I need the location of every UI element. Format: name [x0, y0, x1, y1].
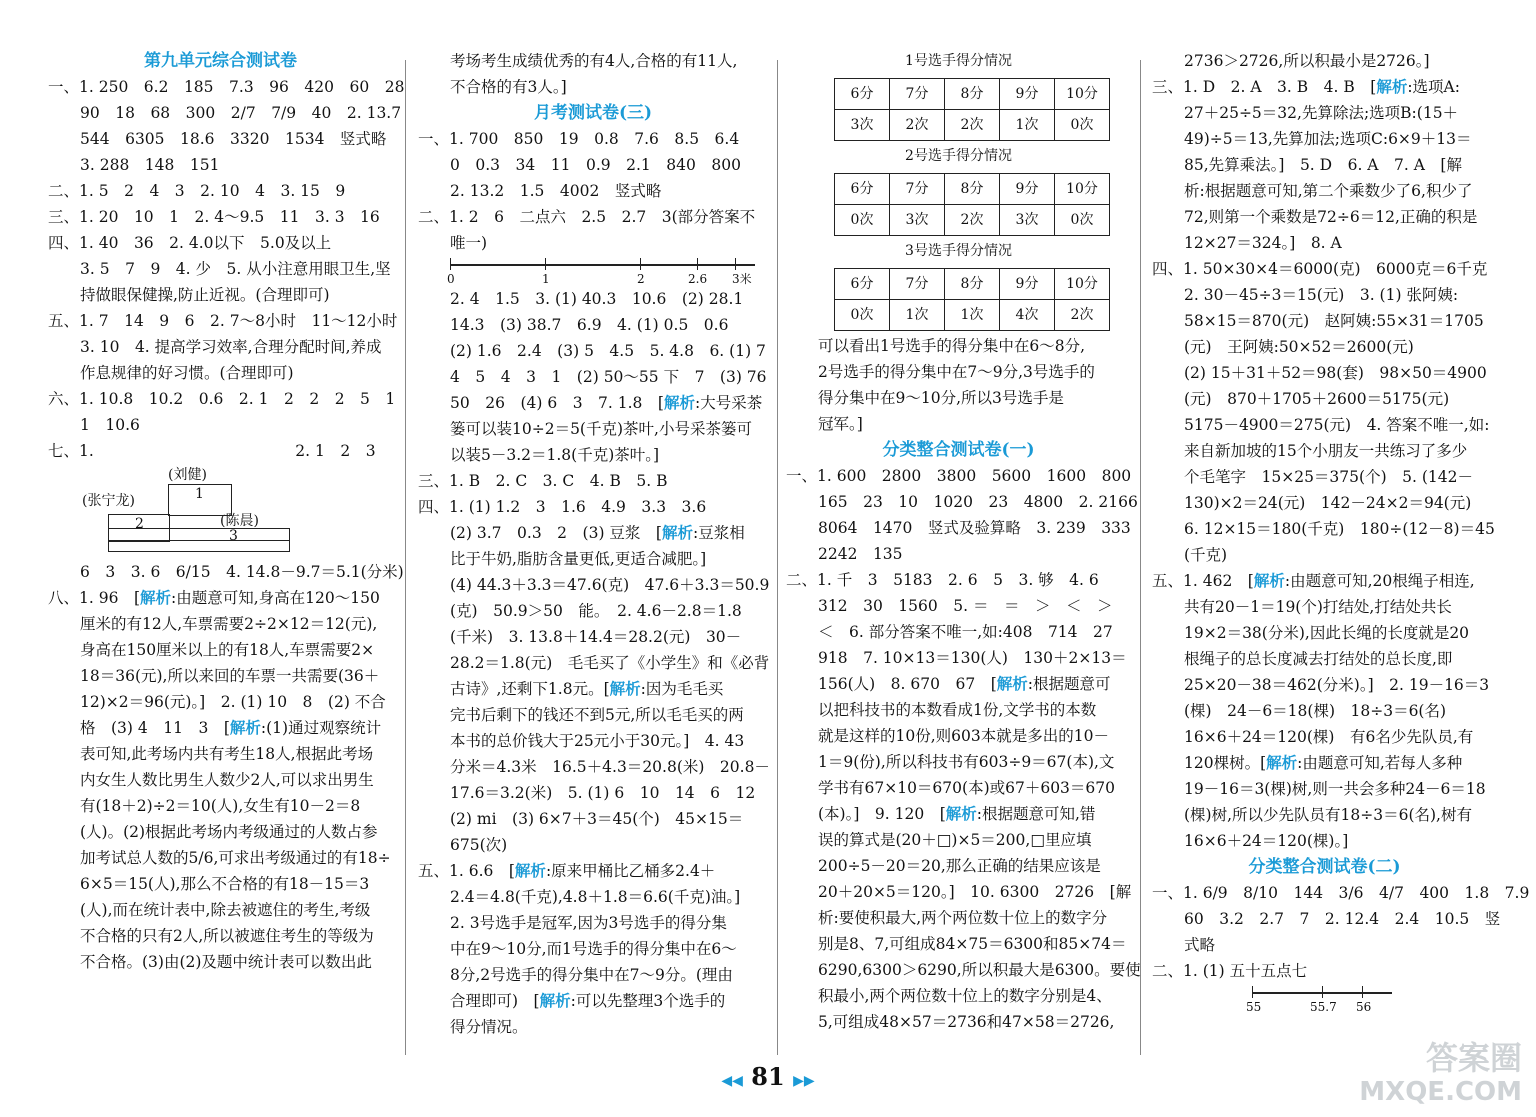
- answer-line: 考场考生成绩优秀的有4人,合格的有11人,: [450, 52, 738, 70]
- answer-line: (元) 870＋1705＋2600＝5175(元): [1184, 390, 1450, 408]
- answer-line: 58×15＝870(元) 赵阿姨:55×31＝1705: [1184, 312, 1484, 330]
- answer-line: 6290,6300＞6290,所以积最大是6300。要使: [818, 961, 1141, 979]
- answer-line: 篓可以装10÷2＝5(千克)茶叶,小号采茶篓可: [450, 420, 752, 438]
- answer-line: 17.6＝3.2(米) 5. (1) 6 10 14 6 12: [450, 784, 756, 802]
- answer-block: [1152, 48, 1497, 854]
- answer-line: 2242 135: [818, 545, 903, 563]
- answer-line: 一、1. 6/9 8/10 144 3/6 4/7 400 1.8 7.9: [1152, 884, 1530, 902]
- answer-line: 可以看出1号选手的得分集中在6～8分,: [818, 337, 1086, 355]
- answer-line: 四、1. 50×30×4＝6000(克) 6000克＝6千克: [1152, 260, 1488, 278]
- answer-line: 不合格的有3人。]: [450, 78, 567, 96]
- answer-line: 25×20－38＝462(分米)。] 2. 19－16＝3: [1184, 676, 1490, 694]
- analysis-tag: 解析: [996, 674, 1028, 693]
- answer-line: 身高在150厘米以上的有18人,车票需要2×: [80, 641, 375, 659]
- table-cell: 1次: [890, 300, 945, 331]
- answer-line: 12)×2＝96(元)。] 2. (1) 10 8 (2) 不合: [80, 693, 386, 711]
- box-3: 3: [108, 528, 290, 552]
- score-table: [834, 78, 1110, 141]
- answer-line: 一、1. 700 850 19 0.8 7.6 8.5 6.4: [418, 130, 740, 148]
- answer-line: 五、1. 6.6 [解析:原来甲桶比乙桶多2.4＋: [418, 861, 716, 880]
- table-title: 3号选手得分情况: [905, 243, 1012, 259]
- answer-line: 误的算式是(20＋□)×5＝200,□里应填: [818, 831, 1092, 849]
- number-line: 0 1 2 2.6 3米: [450, 256, 760, 286]
- watermark: 答案圈 MXQE.COM: [1359, 1039, 1522, 1107]
- answer-line: 作息规律的好习惯。(合理即可): [80, 364, 294, 382]
- answer-line: 5175－4900＝275(元) 4. 答案不唯一,如:: [1184, 416, 1490, 434]
- analysis-tag: 解析: [140, 588, 172, 607]
- column-divider: [777, 60, 778, 1055]
- analysis-tag: 解析: [1253, 571, 1285, 590]
- table-cell: 0次: [1055, 205, 1110, 236]
- answer-line: 2号选手的得分集中在7～9分,3号选手的: [818, 363, 1095, 381]
- answer-line: 2.4＝4.8(千克),4.8＋1.8＝6.6(千克)油。]: [450, 888, 741, 906]
- answer-line: 得分集中在9～10分,所以3号选手是: [818, 389, 1064, 407]
- section-title: 第九单元综合测试卷: [144, 51, 297, 71]
- answer-line: 一、1. 250 6.2 185 7.3 96 420 60 28: [48, 78, 405, 96]
- answer-line: 别是8、7,可组成84×75＝6300和85×74＝: [818, 935, 1127, 953]
- answer-line: 675(次): [450, 836, 508, 854]
- answer-line: 八、1. 96 [解析:由题意可知,身高在120～150: [48, 588, 380, 607]
- answer-line: 合理即可) [解析:可以先整理3个选手的: [450, 991, 726, 1010]
- column-divider: [1140, 60, 1141, 1055]
- answer-line: 2. 3号选手是冠军,因为3号选手的得分集: [450, 914, 727, 932]
- table-cell: 1次: [945, 300, 1000, 331]
- answer-line: 二、1. 2 6 二点六 2.5 2.7 3(部分答案不: [418, 208, 756, 226]
- next-arrow-icon: ▶▶: [793, 1073, 815, 1089]
- box-1: 1: [168, 484, 232, 516]
- answer-line: 14.3 (3) 38.7 6.9 4. (1) 0.5 0.6: [450, 316, 729, 334]
- pyramid-diagram: [80, 464, 270, 559]
- analysis-tag: 解析: [514, 861, 546, 880]
- answer-line: 5,可组成48×57＝2736和47×58＝2726,: [818, 1013, 1115, 1031]
- table-cell: 3次: [890, 205, 945, 236]
- answer-block: [418, 126, 768, 256]
- table-cell: 6分: [835, 174, 890, 205]
- answer-block: [418, 286, 768, 1040]
- answer-line: 918 7. 10×13＝130(人) 130＋2×13＝: [818, 649, 1127, 667]
- answer-block: [786, 333, 1131, 437]
- section-title: 分类整合测试卷(一): [882, 440, 1035, 460]
- answer-line: 就是这样的10份,则603本就是多出的10－: [818, 727, 1109, 745]
- answer-line: 根绳子的总长度减去打结处的总长度,即: [1184, 650, 1453, 668]
- answer-line: 学书有67×10＝670(本)或67＋603＝670: [818, 779, 1116, 797]
- table-cell: 2次: [945, 205, 1000, 236]
- answer-line: 312 30 1560 5. ＝ ＝ ＞ ＜ ＞: [818, 597, 1113, 615]
- column-3: [786, 48, 1141, 1035]
- answer-line: 二、1. 5 2 4 3 2. 10 4 3. 15 9: [48, 182, 346, 200]
- answer-line: (2) mi (3) 6×7＋3＝45(个) 45×15＝: [450, 810, 744, 828]
- label-left: (张宁龙): [82, 493, 135, 509]
- label-top: (刘健): [168, 467, 207, 483]
- answer-line: 个毛笔字 15×25＝375(个) 5. (142－: [1184, 468, 1473, 486]
- answer-line: 析:根据题意可知,第二个乘数少了6,积少了: [1184, 182, 1473, 200]
- answer-line: 3. 10 4. 提高学习效率,合理分配时间,养成: [80, 338, 382, 356]
- section-title: 月考测试卷(三): [533, 103, 653, 123]
- answer-line: 七、1. 2. 1 2 3: [48, 442, 376, 460]
- answer-line: 六、1. 10.8 10.2 0.6 2. 1 2 2 2 5 1: [48, 390, 396, 408]
- answer-line: 以装5－3.2＝1.8(千克)茶叶。]: [450, 446, 660, 464]
- answer-line: 18＝36(元),所以来回的车票一共需要(36＋: [80, 667, 380, 685]
- answer-line: 1＝9(份),所以科技书有603÷9＝67(本),文: [818, 753, 1115, 771]
- column-2: [418, 48, 768, 1040]
- table-cell: 2次: [890, 110, 945, 141]
- table-cell: 2次: [945, 110, 1000, 141]
- answer-line: 2. 4 1.5 3. (1) 40.3 10.6 (2) 28.1: [450, 290, 744, 308]
- answer-line: 16×6＋24＝120(棵) 有6名少先队员,有: [1184, 728, 1474, 746]
- answer-line: 比于牛奶,脂肪含量更低,更适合减肥。]: [450, 550, 707, 568]
- answer-line: 完书后剩下的钱还不到5元,所以毛毛买的两: [450, 706, 744, 724]
- answer-line: 加考试总人数的5/6,可求出考级通过的有18÷: [80, 849, 391, 867]
- table-cell: 4次: [1000, 300, 1055, 331]
- table-cell: 2次: [1055, 300, 1110, 331]
- answer-line: 二、1. 千 3 5183 2. 6 5 3. 够 4. 6: [786, 571, 1099, 589]
- answer-line: 49)÷5＝13,先算加法;选项C:6×9＋13＝: [1184, 130, 1472, 148]
- answer-line: 不合格的只有2人,所以被遮住考生的等级为: [80, 927, 374, 945]
- answer-line: 85,先算乘法。] 5. D 6. A 7. A [解: [1184, 156, 1462, 174]
- score-table: [834, 173, 1110, 236]
- answer-line: (千米) 3. 13.8＋14.4＝28.2(元) 30－: [450, 628, 742, 646]
- answer-line: (2) 1.6 2.4 (3) 5 4.5 5. 4.8 6. (1) 7: [450, 342, 766, 360]
- answer-line: ＜ 6. 部分答案不唯一,如:408 714 27: [818, 623, 1113, 641]
- answer-line: 二、1. (1) 五十五点七: [1152, 962, 1308, 980]
- answer-line: 四、1. (1) 1.2 3 1.6 4.9 3.3 3.6: [418, 498, 707, 516]
- answer-line: 1 10.6: [80, 416, 140, 434]
- answer-line: 60 3.2 2.7 7 2. 12.4 2.4 10.5 竖: [1184, 910, 1501, 928]
- answer-line: 6×5＝15(人),那么不合格的有18－15＝3: [80, 875, 370, 893]
- answer-line: 2. 13.2 1.5 4002 竖式略: [450, 182, 662, 200]
- column-4: [1152, 48, 1530, 1014]
- table-cell: 10分: [1055, 79, 1110, 110]
- number-line: 55 55.7 56: [1252, 984, 1402, 1014]
- answer-line: 积最小,两个两位数十位上的数字分别是4、: [818, 987, 1112, 1005]
- answer-line: 0 0.3 34 11 0.9 2.1 840 800: [450, 156, 741, 174]
- answer-line: 6. 12×15＝180(千克) 180÷(12－8)＝45: [1184, 520, 1495, 538]
- answer-line: 持做眼保健操,防止近视。(合理即可): [80, 286, 330, 304]
- table-cell: 9分: [1000, 79, 1055, 110]
- table-cell: 6分: [835, 269, 890, 300]
- answer-line: (千克): [1184, 546, 1228, 564]
- table-cell: 8分: [945, 269, 1000, 300]
- table-cell: 0次: [835, 205, 890, 236]
- table-cell: 7分: [890, 269, 945, 300]
- column-divider: [405, 60, 406, 1055]
- page-number: ◀◀ 81 ▶▶: [721, 1062, 815, 1091]
- answer-line: 三、1. B 2. C 3. C 4. B 5. B: [418, 472, 668, 490]
- answer-line: 19－16＝3(棵)树,则一共会多种24－6＝18: [1184, 780, 1486, 798]
- answer-line: 内女生人数比男生人数少2人,可以求出男生: [80, 771, 374, 789]
- answer-block: [48, 74, 405, 464]
- answer-line: 格 (3) 4 11 3 [解析:(1)通过观察统计: [80, 718, 382, 737]
- answer-line: 19×2＝38(分米),因此长绳的长度就是20: [1184, 624, 1470, 642]
- answer-line: 8064 1470 竖式及验算略 3. 239 333: [818, 519, 1131, 537]
- section-title: 分类整合测试卷(二): [1248, 857, 1401, 877]
- answer-line: 3. 5 7 9 4. 少 5. 从小注意用眼卫生,坚: [80, 260, 391, 278]
- score-tables: [786, 48, 1131, 331]
- answer-line: (2) 3.7 0.3 2 (3) 豆浆 [解析:豆浆相: [450, 523, 745, 542]
- table-cell: 0次: [835, 300, 890, 331]
- analysis-tag: 解析: [945, 804, 977, 823]
- answer-line: 27＋25÷5＝32,先算除法;选项B:(15＋: [1184, 104, 1459, 122]
- answer-line: 本书的总价钱大于25元小于30元。] 4. 43: [450, 732, 745, 750]
- answer-line: 来自新加坡的15个小朋友一共练习了多少: [1184, 442, 1468, 460]
- table-cell: 9分: [1000, 269, 1055, 300]
- answer-line: 式略: [1184, 936, 1216, 954]
- answer-line: 544 6305 18.6 3320 1534 竖式略: [80, 130, 387, 148]
- answer-line: (人),而在统计表中,除去被遮住的考生,考级: [80, 901, 371, 919]
- table-title: 1号选手得分情况: [905, 53, 1012, 69]
- answer-line: 20＋20×5＝120。] 10. 6300 2726 [解: [818, 883, 1132, 901]
- answer-line: 165 23 10 1020 23 4800 2. 2166: [818, 493, 1138, 511]
- label-right: (陈晨): [220, 513, 259, 529]
- analysis-tag: 解析: [229, 718, 261, 737]
- table-cell: 3次: [835, 110, 890, 141]
- answer-line: 不合格。(3)由(2)及题中统计表可以数出此: [80, 953, 372, 971]
- answer-line: 12×27＝324。] 8. A: [1184, 234, 1342, 252]
- answer-line: 古诗》,还剩下1.8元。[解析:因为毛毛买: [450, 679, 724, 698]
- column-1: [48, 48, 405, 975]
- table-cell: 8分: [945, 174, 1000, 205]
- analysis-tag: 解析: [663, 393, 695, 412]
- answer-line: 6 3 3. 6 6/15 4. 14.8－9.7＝5.1(分米): [80, 563, 404, 581]
- analysis-tag: 解析: [539, 991, 571, 1010]
- answer-line: 表可知,此考场内共有考生18人,根据此考场: [80, 745, 374, 763]
- table-cell: 0次: [1055, 110, 1110, 141]
- answer-line: 五、1. 7 14 9 6 2. 7～8小时 11～12小时: [48, 312, 398, 330]
- answer-line: 16×6＋24＝120(棵)。]: [1184, 832, 1349, 850]
- table-cell: 10分: [1055, 174, 1110, 205]
- table-cell: 8分: [945, 79, 1000, 110]
- answer-line: 130)×2＝24(元) 142－24×2＝94(元): [1184, 494, 1472, 512]
- answer-line: 以把科技书的本数看成1份,文学书的本数: [818, 701, 1097, 719]
- answer-line: (元) 王阿姨:50×52＝2600(元): [1184, 338, 1414, 356]
- answer-line: 90 18 68 300 2/7 7/9 40 2. 13.7: [80, 104, 402, 122]
- answer-line: 28.2＝1.8(元) 毛毛买了《小学生》和《必背: [450, 654, 770, 672]
- analysis-tag: 解析: [609, 679, 641, 698]
- answer-line: 唯一): [450, 234, 488, 252]
- answer-line: (人)。(2)根据此考场内考级通过的人数占参: [80, 823, 378, 841]
- answer-line: 三、1. D 2. A 3. B 4. B [解析:选项A:: [1152, 77, 1460, 96]
- box-2: 2: [108, 514, 170, 542]
- answer-line: 冠军。]: [818, 415, 863, 433]
- answer-line: 120棵树。[解析:由题意可知,若每人多种: [1184, 753, 1463, 772]
- analysis-tag: 解析: [1376, 77, 1408, 96]
- answer-block: [1152, 880, 1530, 984]
- answer-line: 三、1. 20 10 1 2. 4～9.5 11 3. 3 16: [48, 208, 380, 226]
- answer-line: 50 26 (4) 6 3 7. 1.8 [解析:大号采茶: [450, 393, 763, 412]
- table-cell: 6分: [835, 79, 890, 110]
- answer-line: 有(18＋2)÷2＝10(人),女生有10－2＝8: [80, 797, 361, 815]
- answer-block: [48, 559, 404, 975]
- answer-line: 2736＞2726,所以积最小是2726。]: [1184, 52, 1430, 70]
- table-cell: 7分: [890, 79, 945, 110]
- table-cell: 3次: [1000, 205, 1055, 236]
- answer-line: 156(人) 8. 670 67 [解析:根据题意可: [818, 674, 1111, 693]
- answer-line: 共有20－1＝19(个)打结处,打结处共长: [1184, 598, 1452, 616]
- answer-line: (棵)树,所以少先队员有18÷3＝6(名),树有: [1184, 806, 1472, 824]
- answer-line: 分米＝4.3米 16.5＋4.3＝20.8(米) 20.8－: [450, 758, 770, 776]
- answer-line: 8分,2号选手的得分集中在7～9分。(理由: [450, 966, 733, 984]
- answer-line: 200÷5－20＝20,那么正确的结果应该是: [818, 857, 1101, 875]
- analysis-tag: 解析: [1266, 753, 1298, 772]
- answer-line: 中在9～10分,而1号选手的得分集中在6～: [450, 940, 737, 958]
- table-cell: 9分: [1000, 174, 1055, 205]
- table-cell: 7分: [890, 174, 945, 205]
- answer-line: 四、1. 40 36 2. 4.0以下 5.0及以上: [48, 234, 332, 252]
- answer-line: 析:要使积最大,两个两位数十位上的数字分: [818, 909, 1108, 927]
- answer-line: (本)。] 9. 120 [解析:根据题意可知,错: [818, 804, 1096, 823]
- answer-line: (2) 15＋31＋52＝98(套) 98×50＝4900: [1184, 364, 1487, 382]
- answer-line: 得分情况。: [450, 1018, 528, 1036]
- answer-line: 4 5 4 3 1 (2) 50～55 下 7 (3) 76: [450, 368, 767, 386]
- table-cell: 1次: [1000, 110, 1055, 141]
- answer-line: 72,则第一个乘数是72÷6＝12,正确的积是: [1184, 208, 1478, 226]
- answer-block: [786, 463, 1141, 1035]
- score-table: [834, 268, 1110, 331]
- answer-line: 五、1. 462 [解析:由题意可知,20根绳子相连,: [1152, 571, 1475, 590]
- table-title: 2号选手得分情况: [905, 148, 1012, 164]
- answer-line: 一、1. 600 2800 3800 5600 1600 800: [786, 467, 1132, 485]
- prev-arrow-icon: ◀◀: [721, 1073, 743, 1089]
- answer-line: (4) 44.3＋3.3＝47.6(克) 47.6＋3.3＝50.9: [450, 576, 770, 594]
- answer-block: [418, 48, 768, 100]
- answer-line: 2. 30－45÷3＝15(元) 3. (1) 张阿姨:: [1184, 286, 1459, 304]
- answer-line: 厘米的有12人,车票需要2÷2×12＝12(元),: [80, 615, 378, 633]
- table-cell: 10分: [1055, 269, 1110, 300]
- answer-line: 3. 288 148 151: [80, 156, 220, 174]
- analysis-tag: 解析: [661, 523, 693, 542]
- answer-line: (棵) 24－6＝18(棵) 18÷3＝6(名): [1184, 702, 1447, 720]
- answer-line: (克) 50.9＞50 能。 2. 4.6－2.8＝1.8: [450, 602, 742, 620]
